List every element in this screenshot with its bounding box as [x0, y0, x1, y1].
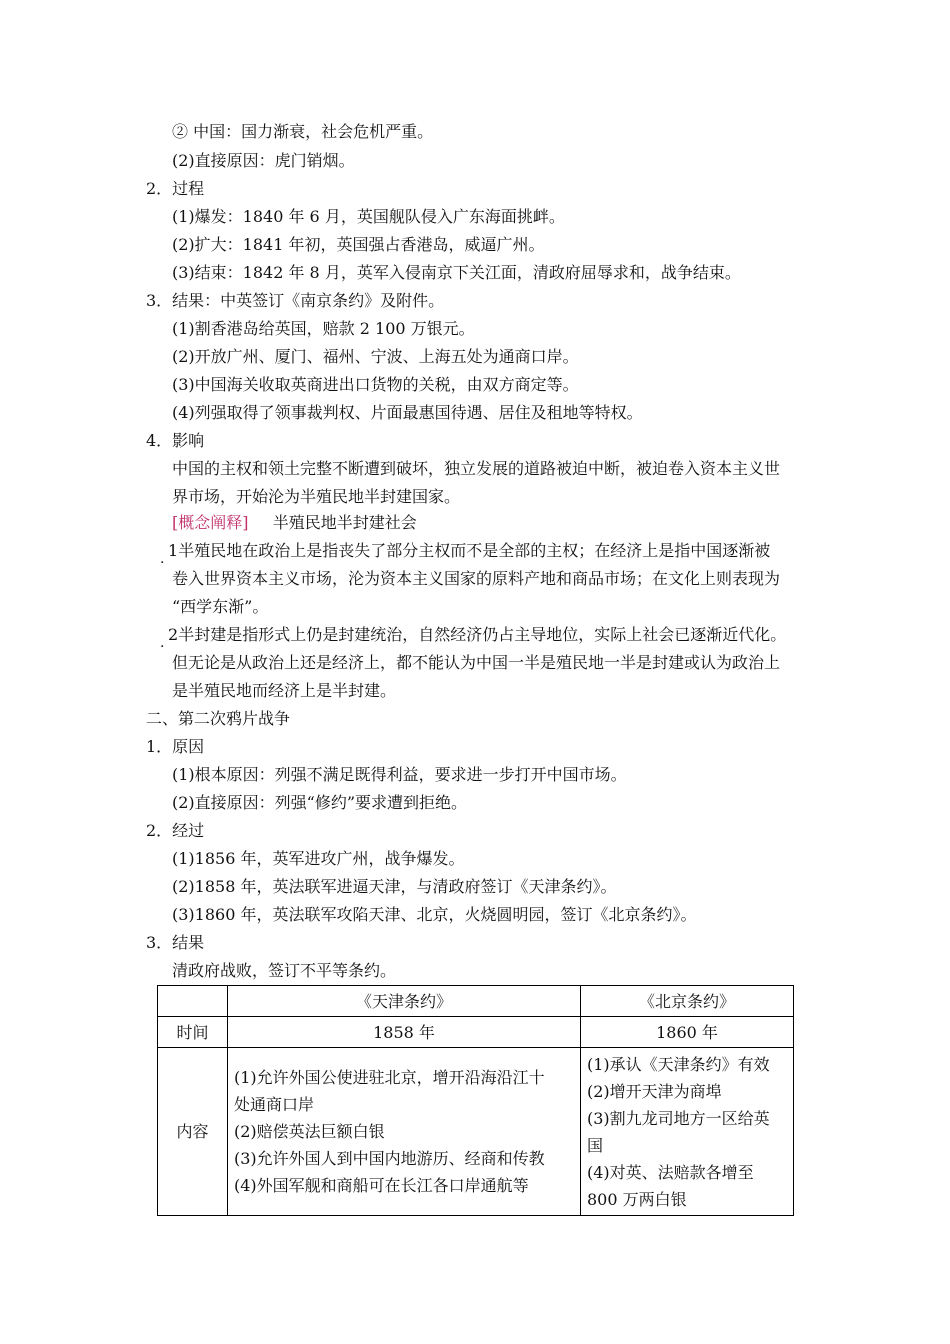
text-line: (2)直接原因：虎门销烟。	[172, 151, 355, 170]
list-heading: 2．过程	[146, 179, 205, 198]
cell-line: (1)允许外国公使进驻北京，增开沿海沿江十	[234, 1068, 545, 1087]
concept-paragraph-1-line: 卷入世界资本主义市场，沦为资本主义国家的原料产地和商品市场；在文化上则表现为	[172, 569, 781, 588]
table-header-cell: 《天津条约》	[228, 986, 581, 1017]
cell-line: (4)外国军舰和商船可在长江各口岸通航等	[234, 1176, 529, 1195]
text-line: 界市场，开始沦为半殖民地半封建国家。	[172, 487, 461, 506]
table-header-cell	[158, 986, 228, 1017]
text-line: ② 中国：国力渐衰，社会危机严重。	[172, 122, 434, 141]
cell-line: (1)承认《天津条约》有效	[587, 1054, 770, 1074]
row-label: 内容	[158, 1048, 228, 1216]
table-cell: 1860 年	[581, 1017, 794, 1048]
text-line: (3)1860 年，英法联军攻陷天津、北京，火烧圆明园，签订《北京条约》。	[172, 905, 697, 924]
text-line: (3)中国海关收取英商进出口货物的关税，由双方商定等。	[172, 375, 579, 394]
text-line: (1)割香港岛给英国，赔款 2 100 万银元。	[172, 319, 475, 338]
table-cell	[228, 1048, 581, 1216]
text-line: 清政府战败，签订不平等条约。	[172, 961, 397, 980]
text-line: (2)直接原因：列强“修约”要求遭到拒绝。	[172, 793, 468, 812]
concept-paragraph-2-line: 是半殖民地而经济上是半封建。	[172, 681, 397, 700]
section-heading: 二、第二次鸦片战争	[146, 709, 291, 728]
text-line: (1)爆发：1840 年 6 月，英国舰队侵入广东海面挑衅。	[172, 207, 565, 226]
list-heading: 3．结果	[146, 933, 205, 952]
table-row	[158, 1017, 794, 1048]
text-line: (1)根本原因：列强不满足既得利益，要求进一步打开中国市场。	[172, 765, 627, 784]
list-heading: 3．结果：中英签订《南京条约》及附件。	[146, 291, 445, 310]
text-line: 中国的主权和领土完整不断遭到破坏，独立发展的道路被迫中断，被迫卷入资本主义世	[172, 459, 781, 478]
text-line: (3)结束：1842 年 8 月，英军入侵南京下关江面，清政府屈辱求和，战争结束。	[172, 263, 741, 282]
row-label: 时间	[158, 1017, 228, 1048]
list-heading: 2．经过	[146, 821, 205, 840]
cell-line: 国	[587, 1135, 604, 1155]
cell-line: (2)赔偿英法巨额白银	[234, 1122, 385, 1141]
table-header-row	[158, 986, 794, 1017]
cell-line: 800 万两白银	[587, 1189, 687, 1209]
list-heading: 1．原因	[146, 737, 205, 756]
concept-item-number: 2	[168, 625, 179, 644]
text-line: (2)扩大：1841 年初，英国强占香港岛，威逼广州。	[172, 235, 545, 254]
table-cell: 1858 年	[228, 1017, 581, 1048]
table-cell	[581, 1048, 794, 1216]
concept-paragraph-1-line: 1半殖民地在政治上是指丧失了部分主权而不是全部的主权；在经济上是指中国逐渐被	[168, 541, 771, 560]
cell-line: (3)允许外国人到中国内地游历、经商和传教	[234, 1149, 545, 1168]
text-line: (4)列强取得了领事裁判权、片面最惠国待遇、居住及租地等特权。	[172, 403, 643, 422]
concept-title: 半殖民地半封建社会	[272, 513, 417, 532]
list-heading: 4．影响	[146, 431, 205, 450]
treaty-comparison-table	[157, 985, 794, 1216]
cell-line: 处通商口岸	[234, 1095, 315, 1114]
cell-line: (2)增开天津为商埠	[587, 1081, 722, 1101]
cell-line: (3)割九龙司地方一区给英	[587, 1108, 770, 1128]
text-line: (2)1858 年，英法联军进逼天津，与清政府签订《天津条约》。	[172, 877, 617, 896]
concept-paragraph-2-line: 但无论是从政治上还是经济上，都不能认为中国一半是殖民地一半是封建或认为政治上	[172, 653, 781, 672]
concept-tag: [概念阐释]	[172, 513, 249, 532]
concept-item-number: 1	[168, 541, 179, 560]
bullet-dot: .	[160, 635, 165, 651]
text-line: (2)开放广州、厦门、福州、宁波、上海五处为通商口岸。	[172, 347, 579, 366]
bullet-dot: .	[160, 551, 165, 567]
table-row	[158, 1048, 794, 1216]
concept-paragraph-2-line: 2半封建是指形式上仍是封建统治，自然经济仍占主导地位，实际上社会已逐渐近代化。	[168, 625, 787, 644]
cell-line: (4)对英、法赔款各增至	[587, 1162, 754, 1182]
table-header-cell: 《北京条约》	[581, 986, 794, 1017]
concept-heading	[172, 512, 417, 534]
text-line: (1)1856 年，英军进攻广州，战争爆发。	[172, 849, 465, 868]
concept-paragraph-1-line: “西学东渐”。	[172, 597, 269, 616]
